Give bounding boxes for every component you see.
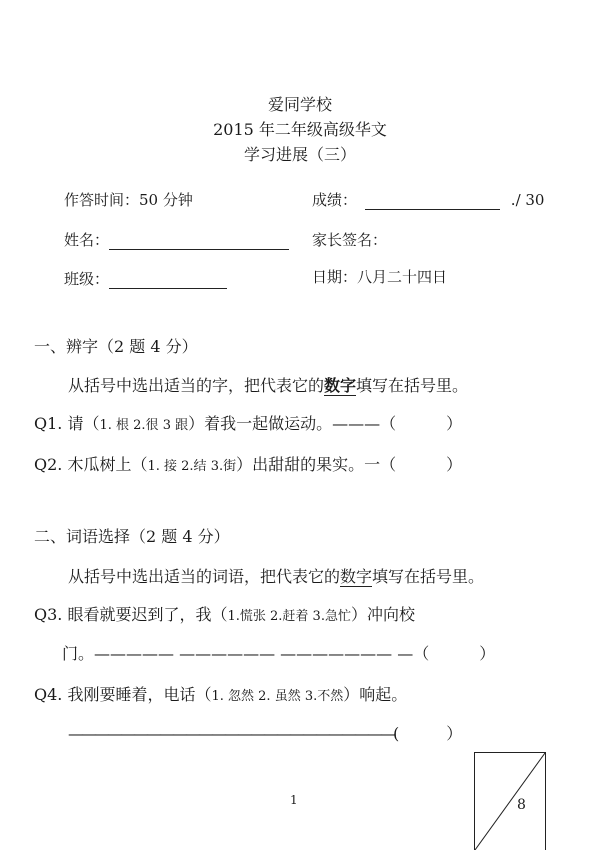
course-title: 2015 年二年级高级华文 [213,120,387,139]
time-label: 作答时间：50 分钟 [64,191,193,209]
class-row [64,268,227,289]
school-name: 爱同学校 [267,95,332,114]
question-q2: Q2. 木瓜树上（1. 接 2.结 3.街）出甜甜的果实。一（ ） [34,455,463,474]
name-row [64,229,289,250]
section2-heading: 二、词语选择（2 题 4 分） [34,527,230,546]
page-number: 1 [290,793,298,807]
score-total: ./ 30 [510,191,545,209]
section2-instruction: 从括号中选出适当的词语，把代表它的数字填写在括号里。 [68,567,485,586]
class-label: 班级： [64,270,110,288]
question-q3: Q3. 眼看就要迟到了，我（1.慌张 2.赶着 3.急忙）冲向校 [34,605,415,624]
class-blank [109,274,227,289]
q3-options: 1.慌张 2.赶着 3.急忙 [227,609,351,624]
score-box-value: 8 [517,797,526,813]
question-q3-line2: 门。————— —————— ——————— —（ ） [62,644,496,663]
score-blank [365,195,500,210]
question-q4-line2: —————————————————————————( ） [68,724,463,743]
section1-instruction: 从括号中选出适当的字，把代表它的数字填写在括号里。 [68,376,469,395]
q2-options: 1. 接 2.结 3.街 [147,459,237,474]
score-row [312,189,544,210]
date-label: 日期：八月二十四日 [312,268,448,286]
section2-emphasis: 数字 [340,567,373,586]
question-q1: Q1. 请（1. 根 2.很 3 跟）着我一起做运动。———（ ） [34,414,463,433]
q1-options: 1. 根 2.很 3 跟 [99,418,189,433]
section1-emphasis: 数字 [324,376,357,395]
name-blank [109,235,289,250]
q4-options: 1. 忽然 2. 虽然 3.不然 [211,689,344,704]
question-q4: Q4. 我刚要睡着，电话（1. 忽然 2. 虽然 3.不然）响起。 [34,685,408,704]
parent-signature-label: 家长签名： [312,231,388,249]
score-label: 成绩： [312,191,358,209]
score-box [474,752,546,850]
section1-heading: 一、辨字（2 题 4 分） [34,337,198,356]
progress-title: 学习进展（三） [243,145,356,164]
name-label: 姓名： [64,231,110,249]
score-box-diagonal [475,753,545,850]
